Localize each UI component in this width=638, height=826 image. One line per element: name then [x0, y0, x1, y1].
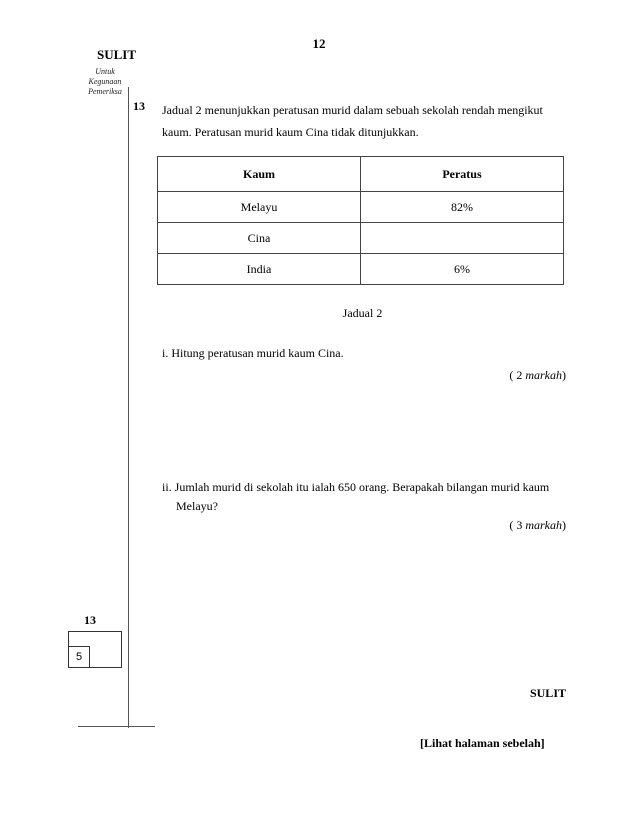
- part-ii-line: ii. Jumlah murid di sekolah itu ialah 650 orang. Berapakah bilangan murid kaum: [162, 480, 550, 494]
- marks-close: ): [562, 518, 566, 532]
- header-peratus: Peratus: [361, 157, 564, 192]
- percentage-table: [157, 156, 564, 285]
- table-row: [158, 254, 564, 285]
- question-number: 13: [133, 99, 145, 113]
- table-row: [158, 223, 564, 254]
- part-i-marks: [509, 368, 566, 383]
- marks-number: ( 3: [509, 518, 526, 532]
- examiner-label-line: Untuk: [95, 67, 115, 76]
- part-ii-text: [162, 478, 572, 516]
- cell-kaum: Melayu: [158, 192, 361, 223]
- table-caption: Jadual 2: [342, 306, 383, 320]
- cell-kaum: India: [158, 254, 361, 285]
- part-i-text: i. Hitung peratusan murid kaum Cina.: [162, 346, 344, 360]
- page-number: 12: [312, 36, 326, 51]
- examiner-label-line: Pemeriksa: [88, 87, 122, 96]
- marks-number: ( 2: [509, 368, 526, 382]
- stem-line: Jadual 2 menunjukkan peratusan murid dalam sebuah sekolah rendah mengikut: [162, 103, 543, 117]
- next-page-note: [Lihat halaman sebelah]: [420, 736, 545, 750]
- marks-close: ): [562, 368, 566, 382]
- table-row: [158, 192, 564, 223]
- cell-peratus: [361, 223, 564, 254]
- examiner-use-label: [78, 67, 132, 97]
- marks-word: markah: [525, 518, 562, 532]
- cell-kaum: Cina: [158, 223, 361, 254]
- classification-header: SULIT: [97, 47, 137, 62]
- marks-word: markah: [525, 368, 562, 382]
- cell-peratus: 6%: [361, 254, 564, 285]
- score-question-number: 13: [84, 613, 96, 627]
- stem-line: kaum. Peratusan murid kaum Cina tidak ditunjukkan.: [162, 125, 419, 139]
- examiner-margin-rule: [128, 87, 129, 728]
- part-ii-line: Melayu?: [176, 499, 218, 513]
- part-ii-marks: [509, 518, 566, 533]
- examiner-label-line: Kegunaan: [88, 77, 122, 86]
- table-header-row: [158, 157, 564, 192]
- examiner-bottom-rule: [78, 726, 155, 727]
- cell-peratus: 82%: [361, 192, 564, 223]
- header-kaum: Kaum: [158, 157, 361, 192]
- classification-footer: SULIT: [529, 686, 566, 700]
- max-marks-box: 5: [68, 646, 90, 667]
- question-stem: [162, 99, 572, 143]
